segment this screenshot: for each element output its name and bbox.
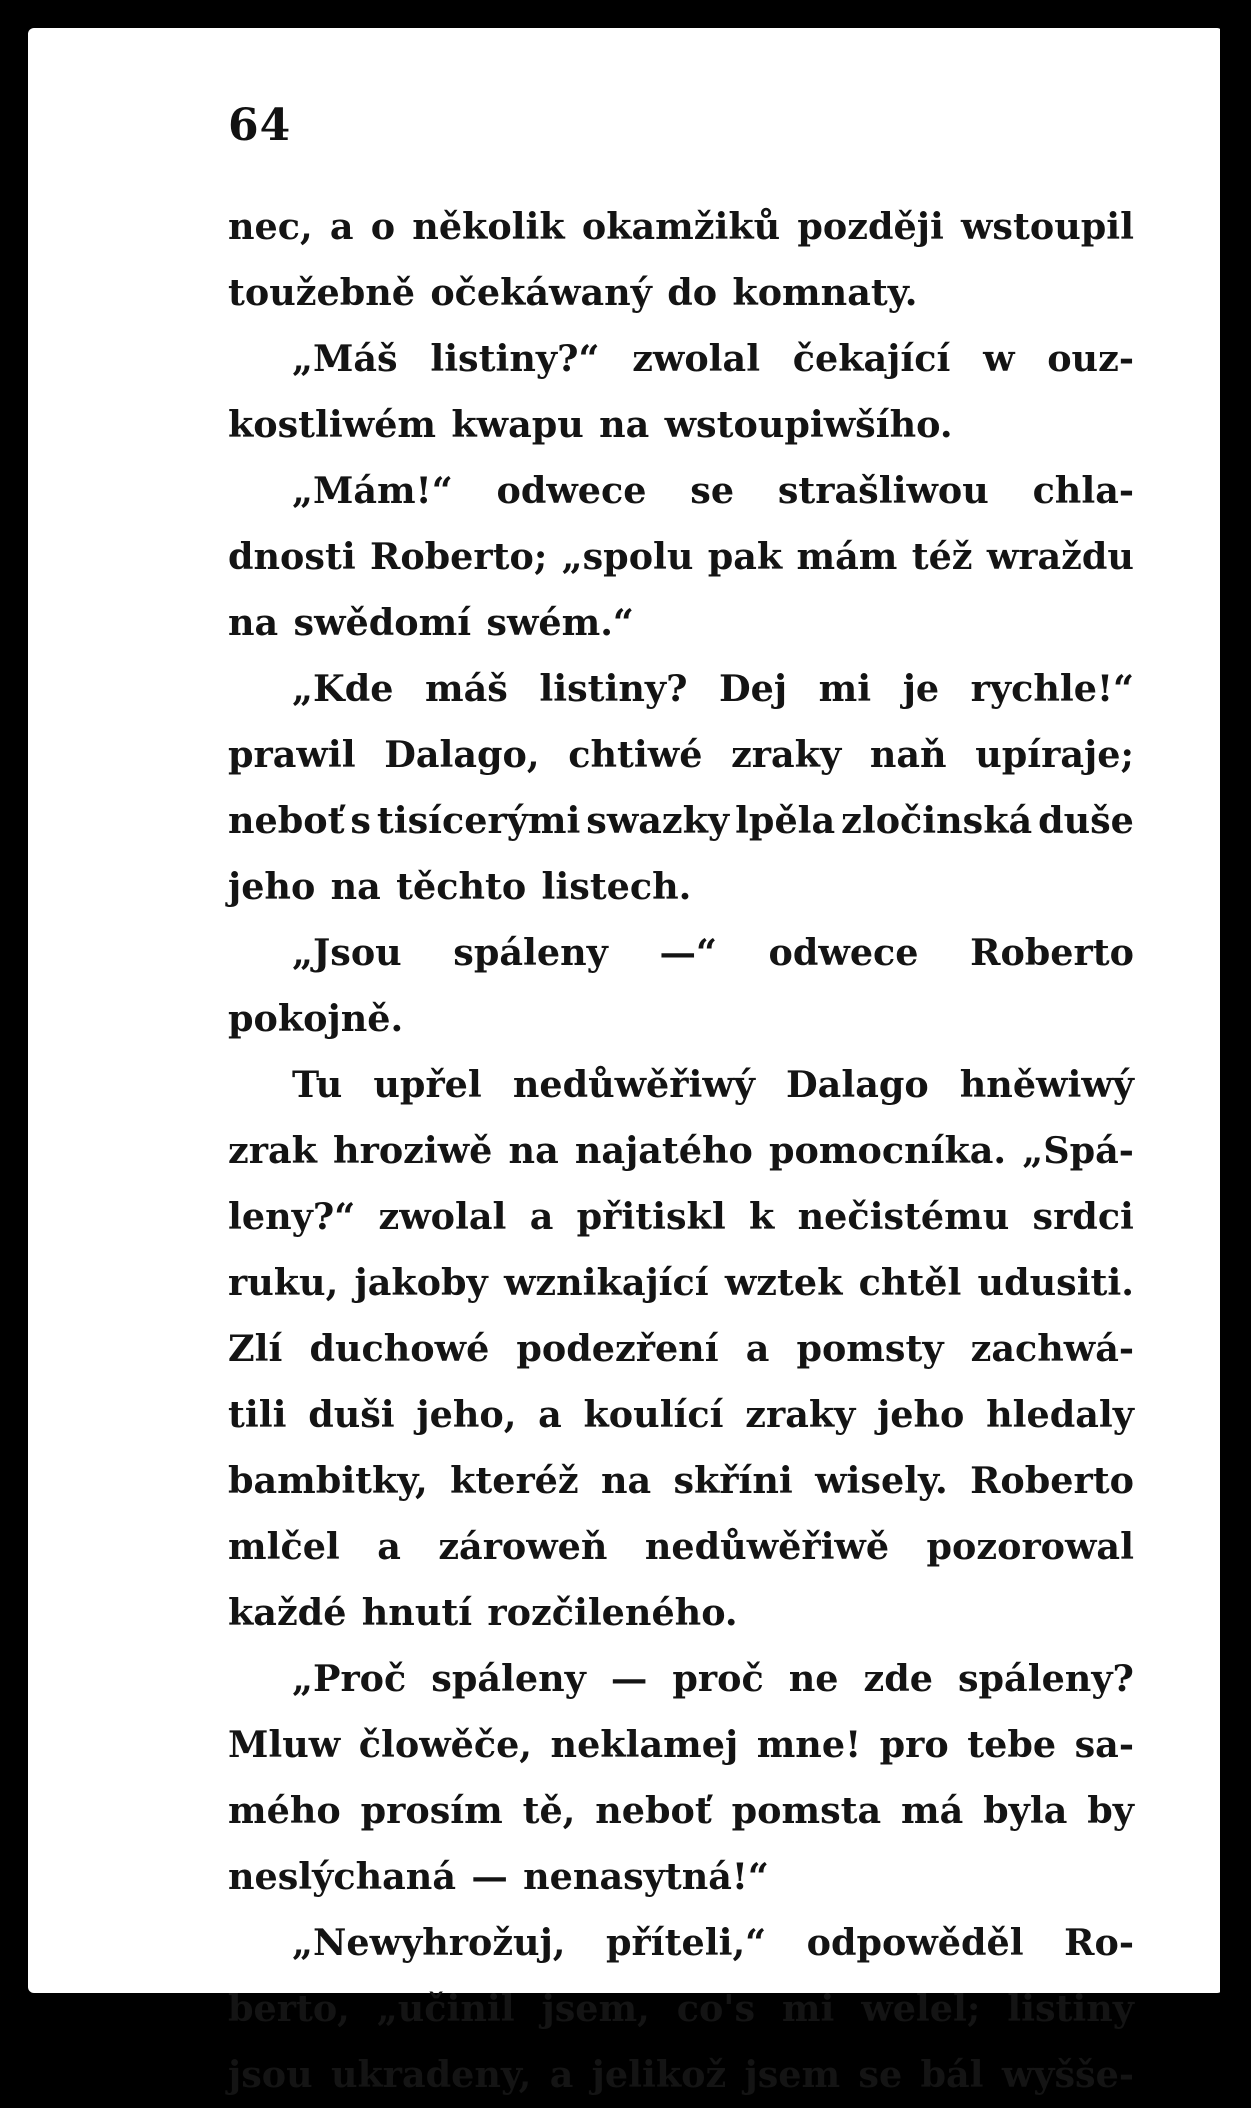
- text-line: Mluw člowěče, neklamej mne! pro tebe sa-: [228, 1723, 1134, 1766]
- text-line: bambitky, kteréž na skříni wisely. Roberto: [228, 1459, 1134, 1502]
- text-line: zrak hroziwě na najatého pomocníka. „Spá-: [228, 1129, 1134, 1172]
- text-line: na swědomí swém.“: [228, 601, 634, 644]
- text-line: jeho na těchto listech.: [228, 865, 692, 908]
- body-text: [228, 194, 1134, 2108]
- text-line: dnosti Roberto; „spolu pak mám též wraždu: [228, 535, 1134, 578]
- text-line: kostliwém kwapu na wstoupiwšího.: [228, 403, 953, 446]
- text-line: jsou ukradeny, a jelikož jsem se bál wyšše-: [228, 2053, 1134, 2096]
- text-line: „Mám!“ odwece se strašliwou chla-: [292, 469, 1134, 512]
- page-number: 64: [228, 100, 292, 151]
- text-line: prawil Dalago, chtiwé zraky naň upíraje;: [228, 733, 1134, 776]
- text-line: mlčel a zároweň nedůwěřiwě pozorowal: [228, 1525, 1134, 1568]
- text-line: neboť s tisícerými swazky lpěla zločinská duše: [228, 799, 1134, 842]
- text-line: každé hnutí rozčileného.: [228, 1591, 738, 1634]
- text-line: Zlí duchowé podezření a pomsty zachwá-: [228, 1327, 1134, 1370]
- text-line: nec, a o několik okamžiků později wstoupil: [228, 205, 1134, 248]
- text-line: „Máš listiny?“ zwolal čekající w ouz-: [292, 337, 1134, 380]
- text-line: mého prosím tě, neboť pomsta má byla by: [228, 1789, 1134, 1832]
- text-line: „Newyhrožuj, příteli,“ odpowěděl Ro-: [292, 1921, 1134, 1964]
- text-line: ruku, jakoby wznikající wztek chtěl udusiti.: [228, 1261, 1134, 1304]
- scan-border: [1220, 0, 1251, 2021]
- text-line: tili duši jeho, a koulící zraky jeho hledaly: [228, 1393, 1134, 1436]
- text-line: leny?“ zwolal a přitiskl k nečistému srdci: [228, 1195, 1134, 1238]
- text-line: neslýchaná — nenasytná!“: [228, 1855, 769, 1898]
- text-line: pokojně.: [228, 997, 404, 1040]
- text-line: „Kde máš listiny? Dej mi je rychle!“: [292, 667, 1134, 710]
- text-line: Tu upřel nedůwěřiwý Dalago hněwiwý: [292, 1063, 1134, 1106]
- text-line: berto, „učinil jsem, co's mi welel; listiny: [228, 1987, 1134, 2030]
- text-line: „Jsou spáleny —“ odwece Roberto: [292, 931, 1134, 974]
- text-line: „Proč spáleny — proč ne zde spáleny?: [292, 1657, 1134, 1700]
- text-line: toužebně očekáwaný do komnaty.: [228, 271, 918, 314]
